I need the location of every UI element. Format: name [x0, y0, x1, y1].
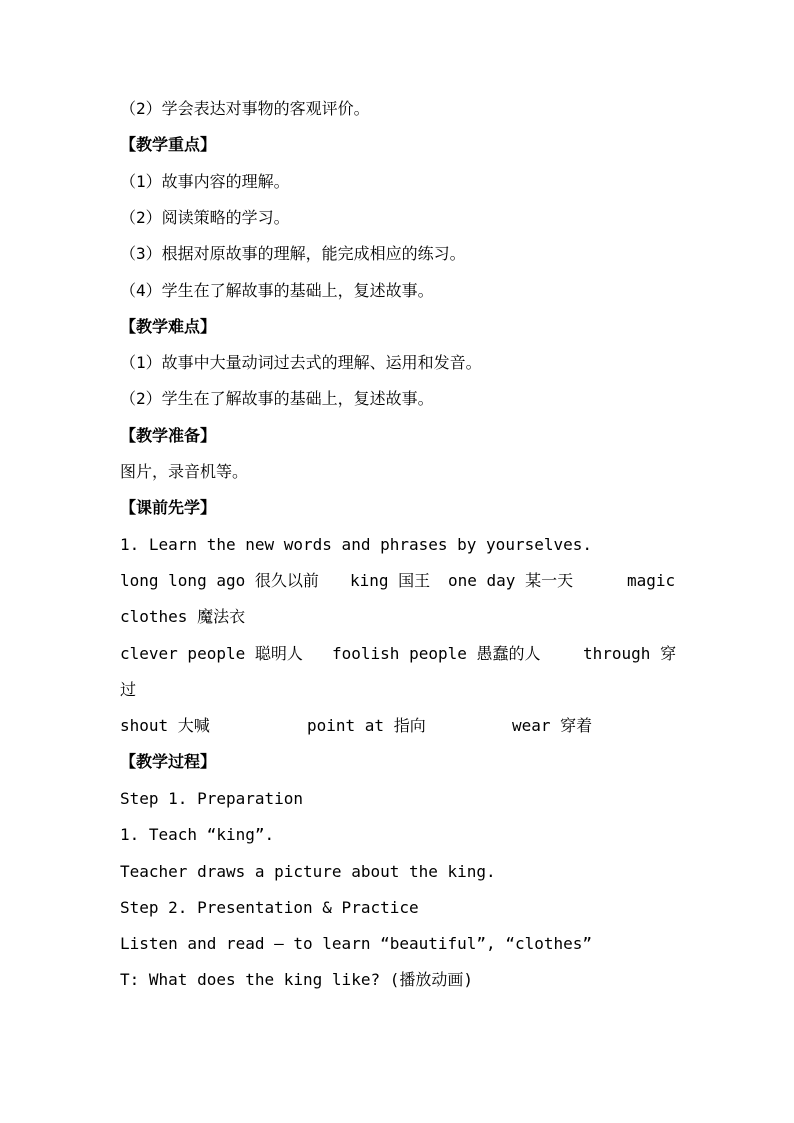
key-point-item-3: （3）根据对原故事的理解，能完成相应的练习。 — [120, 244, 466, 263]
vocab-wear: wear 穿着 — [512, 716, 593, 735]
preparation-text: 图片，录音机等。 — [120, 462, 249, 481]
vocab-king: king 国王 — [350, 571, 431, 590]
key-point-item-4: （4）学生在了解故事的基础上，复述故事。 — [120, 281, 434, 300]
process-teach-king: 1. Teach “king”. — [120, 825, 275, 844]
pre-study-heading: 【课前先学】 — [120, 498, 217, 517]
objective-item-2: （2）学会表达对事物的客观评价。 — [120, 99, 370, 118]
vocab-long-long-ago: long long ago 很久以前 — [120, 571, 319, 590]
process-question: T: What does the king like? (播放动画) — [120, 970, 473, 989]
process-step-1: Step 1. Preparation — [120, 789, 304, 808]
vocab-magic: magic — [627, 571, 676, 590]
process-step-2: Step 2. Presentation & Practice — [120, 898, 419, 917]
key-point-item-1: （1）故事内容的理解。 — [120, 172, 290, 191]
process-listen-read: Listen and read — to learn “beautiful”, “clothes” — [120, 934, 593, 953]
key-point-item-2: （2）阅读策略的学习。 — [120, 208, 290, 227]
vocab-through-cont: 过 — [120, 680, 137, 699]
difficulties-heading: 【教学难点】 — [120, 317, 217, 336]
pre-study-intro: 1. Learn the new words and phrases by yourselves. — [120, 535, 593, 554]
vocab-clever-people: clever people 聪明人 — [120, 644, 303, 663]
vocab-through: through 穿 — [583, 644, 677, 663]
process-teacher-draws: Teacher draws a picture about the king. — [120, 862, 496, 881]
difficulty-item-1: （1）故事中大量动词过去式的理解、运用和发音。 — [120, 353, 482, 372]
key-points-heading: 【教学重点】 — [120, 135, 217, 154]
difficulty-item-2: （2）学生在了解故事的基础上，复述故事。 — [120, 389, 434, 408]
preparation-heading: 【教学准备】 — [120, 426, 217, 445]
vocab-foolish-people: foolish people 愚蠢的人 — [332, 644, 541, 663]
vocab-one-day: one day 某一天 — [448, 571, 574, 590]
vocab-point-at: point at 指向 — [307, 716, 426, 735]
process-heading: 【教学过程】 — [120, 752, 217, 771]
vocab-magic-clothes-cont: clothes 魔法衣 — [120, 607, 246, 626]
vocab-shout: shout 大喊 — [120, 716, 210, 735]
